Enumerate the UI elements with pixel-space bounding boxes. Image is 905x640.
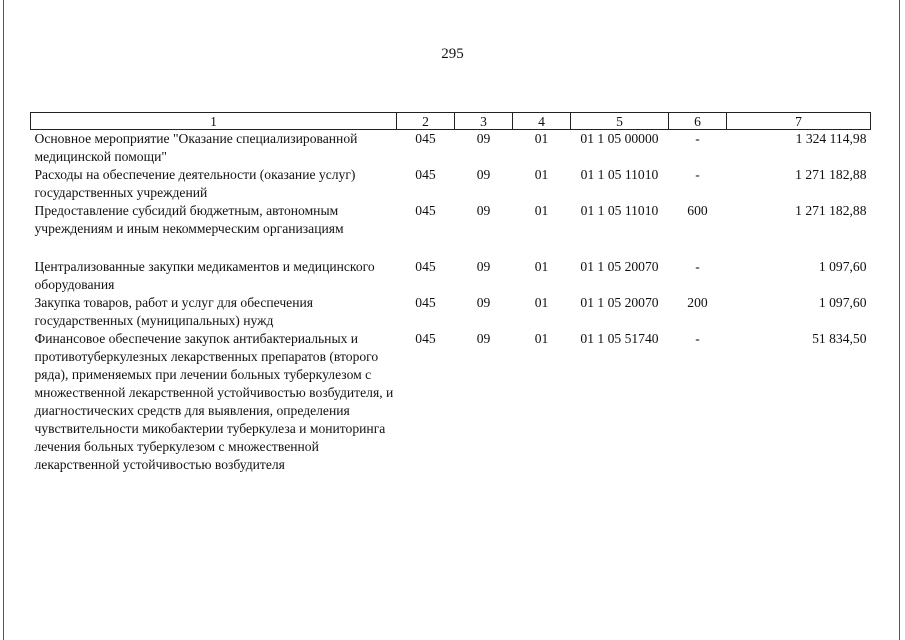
row-name: Централизованные закупки медикаментов и медицинского оборудования: [34, 259, 375, 292]
row-expense-type: -: [695, 331, 700, 346]
row-amount: 51 834,50: [812, 331, 867, 346]
row-name: Закупка товаров, работ и услуг для обеспечения государственных (муниципальных) нужд: [34, 295, 313, 328]
table-row: [31, 330, 871, 474]
table-row: [31, 166, 871, 202]
page-left-edge: [3, 0, 4, 640]
header-col-7: 7: [727, 113, 871, 130]
row-amount: 1 271 182,88: [795, 203, 867, 218]
row-subsection: 01: [534, 203, 549, 218]
row-subsection: 01: [534, 167, 549, 182]
table-header-row: [31, 113, 871, 130]
row-spacer: [31, 238, 871, 258]
row-expense-type: -: [695, 259, 700, 274]
row-name: Расходы на обеспечение деятельности (оказание услуг) государственных учреждений: [34, 167, 356, 200]
row-expense-type: -: [695, 131, 700, 146]
row-amount: 1 271 182,88: [795, 167, 867, 182]
row-target: 01 1 05 20070: [580, 295, 659, 310]
row-ministry: 045: [415, 295, 436, 310]
row-name: Предоставление субсидий бюджетным, автономным учреждениям и иным некоммерческим организациям: [34, 203, 344, 236]
row-target: 01 1 05 20070: [580, 259, 659, 274]
header-col-5: 5: [571, 113, 669, 130]
table-row: [31, 258, 871, 294]
row-amount: 1 097,60: [818, 295, 867, 310]
budget-table: [30, 112, 871, 474]
row-target: 01 1 05 11010: [580, 167, 659, 182]
row-section: 09: [476, 331, 491, 346]
row-ministry: 045: [415, 167, 436, 182]
page-number: 295: [441, 46, 464, 62]
row-expense-type: 600: [687, 203, 708, 218]
row-ministry: 045: [415, 131, 436, 146]
row-section: 09: [476, 259, 491, 274]
table-row: [31, 130, 871, 167]
header-col-6: 6: [669, 113, 727, 130]
row-subsection: 01: [534, 331, 549, 346]
row-section: 09: [476, 203, 491, 218]
row-target: 01 1 05 11010: [580, 203, 659, 218]
row-amount: 1 097,60: [818, 259, 867, 274]
row-subsection: 01: [534, 259, 549, 274]
row-ministry: 045: [415, 203, 436, 218]
page-right-edge: [899, 0, 900, 640]
row-section: 09: [476, 131, 491, 146]
row-section: 09: [476, 167, 491, 182]
header-col-2: 2: [397, 113, 455, 130]
row-subsection: 01: [534, 131, 549, 146]
table-row: [31, 202, 871, 238]
row-target: 01 1 05 00000: [580, 131, 659, 146]
row-name: Основное мероприятие "Оказание специализированной медицинской помощи": [34, 131, 358, 164]
row-name: Финансовое обеспечение закупок антибактериальных и противотуберкулезных лекарственных препаратов (второго ряда), применяемых при лечении больных туберкулезом с множественной лекарственной устойчивостью возбудителя, и диагностических средств для выявления, определения чувствительности микобактерии туберкулеза и мониторинга лечения больных туберкулезом с множественной лекарственной устойчивостью возбудителя: [34, 331, 394, 472]
table-row: [31, 294, 871, 330]
header-col-3: 3: [455, 113, 513, 130]
row-amount: 1 324 114,98: [795, 131, 867, 146]
row-section: 09: [476, 295, 491, 310]
row-ministry: 045: [415, 259, 436, 274]
row-expense-type: -: [695, 167, 700, 182]
row-subsection: 01: [534, 295, 549, 310]
header-col-1: 1: [31, 113, 397, 130]
row-ministry: 045: [415, 331, 436, 346]
header-col-4: 4: [513, 113, 571, 130]
row-target: 01 1 05 51740: [580, 331, 659, 346]
row-expense-type: 200: [687, 295, 708, 310]
